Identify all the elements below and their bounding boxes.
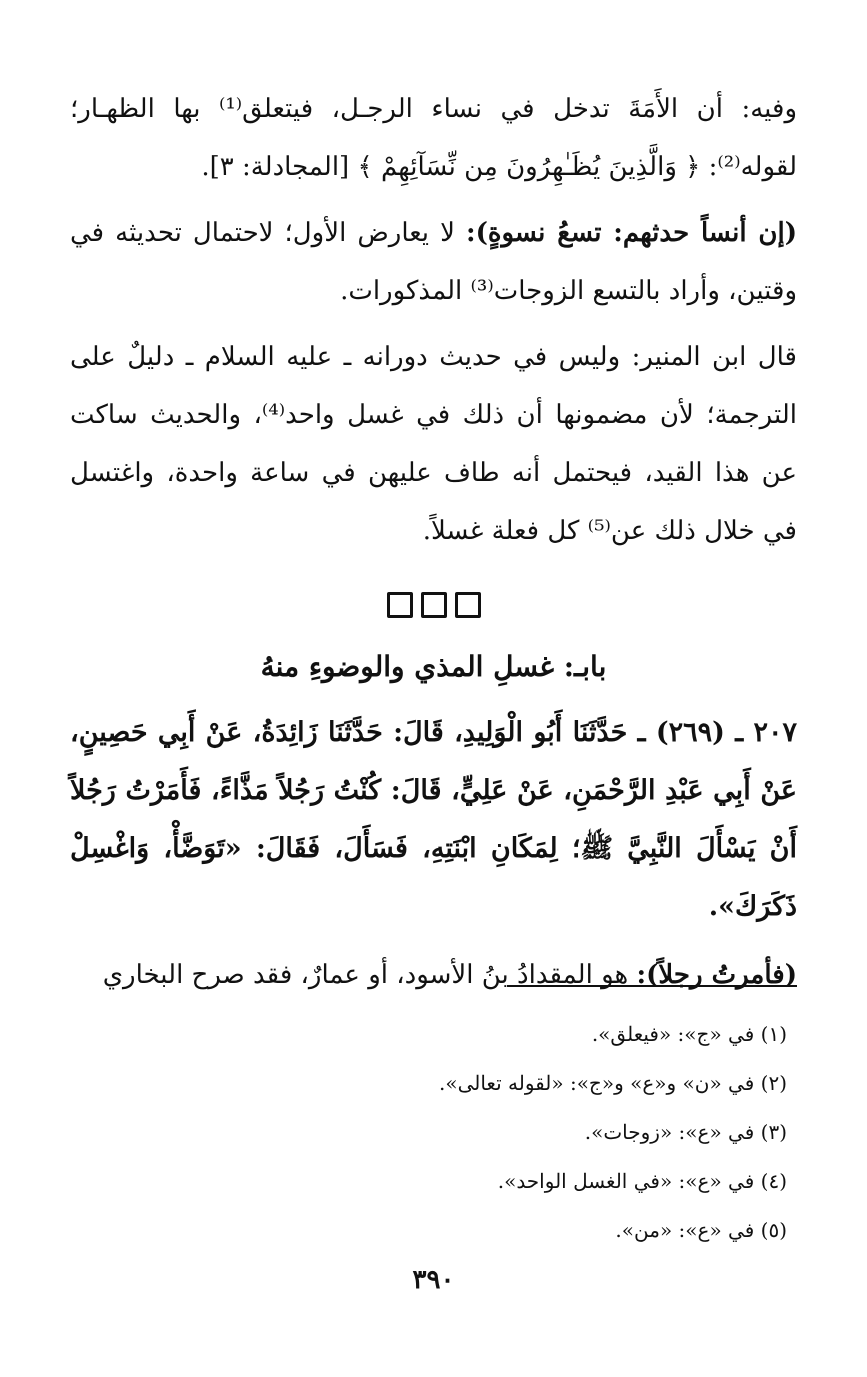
page-number: ٣٩٠: [412, 1265, 455, 1295]
square-ornament-icon: [421, 592, 447, 618]
footnote-item: (٣) في «ع»: «زوجات».: [584, 1120, 787, 1144]
quoted-phrase: (فأمرتُ رجلاً):: [636, 960, 797, 990]
footnote-item: (٤) في «ع»: «في الغسل الواحد».: [497, 1169, 787, 1193]
quoted-phrase: (إن أنساً حدثهم: تسعُ نسوةٍ):: [465, 218, 798, 248]
footnote-item: (٥) في «ع»: «من».: [615, 1218, 787, 1242]
chapter-title: بابـ: غسلِ المذي والوضوءِ منهُ: [260, 650, 607, 683]
paragraph-nine-wives: [70, 204, 797, 320]
paragraph-ibn-munir: قال ابن المنير: وليس في حديث دورانه ـ عليه السلام ـ دليلٌ على الترجمة؛ لأن مضمونها أن ذلك في غسل واحد⁽⁴⁾، والحديث ساكت عن هذا القيد، فيحتمل أنه طاف عليهن في ساعة واحدة، واغتسل في خلال ذلك عن⁽⁵⁾ كل فعلة غسلاً.: [70, 342, 797, 546]
paragraph-text: لا يعارض الأول؛ لاحتمال تحديثه في وقتين، وأراد بالتسع الزوجات⁽³⁾ المذكورات.: [70, 218, 797, 306]
commentary-text: هو المقدادُ بنُ الأسود، أو عمارٌ، فقد صرح البخاري: [102, 960, 637, 990]
hadith-text: ٢٠٧ ـ (٢٦٩) ـ حَدَّثَنَا أَبُو الْوَلِيدِ، قَالَ: حَدَّثَنَا زَائِدَةُ، عَنْ أَبِي حَصِينٍ، عَنْ أَبِي عَبْدِ الرَّحْمَنِ، عَنْ عَلِيٍّ، قَالَ: كُنْتُ رَجُلاً مَذَّاءً، فَأَمَرْتُ رَجُلاً أَنْ يَسْأَلَ النَّبِيَّ ﷺ؛ لِمَكَانِ ابْنَتِهِ، فَسَأَلَ، فَقَالَ: «تَوَضَّأْ، وَاغْسِلْ ذَكَرَكَ».: [70, 717, 797, 922]
square-ornament-icon: [387, 592, 413, 618]
commentary-paragraph: [70, 946, 797, 1004]
footnotes: [439, 1010, 787, 1255]
square-ornament-icon: [455, 592, 481, 618]
footnote-item: (١) في «ج»: «فيعلق».: [591, 1022, 787, 1046]
page-body: [70, 80, 797, 1377]
footnote-item: (٢) في «ن» و«ع» و«ج»: «لقوله تعالى».: [438, 1071, 787, 1095]
section-separator: [70, 584, 797, 624]
paragraph-zihar: وفيه: أن الأَمَةَ تدخل في نساء الرجـل، فيتعلق⁽¹⁾ بها الظهـار؛ لقوله⁽²⁾: ﴿ وَالَّذِينَ يُظَـٰهِرُونَ مِن نِّسَآئِهِمْ ﴾ [المجادلة: ٣].: [70, 94, 798, 182]
footnote-divider: [507, 985, 797, 987]
